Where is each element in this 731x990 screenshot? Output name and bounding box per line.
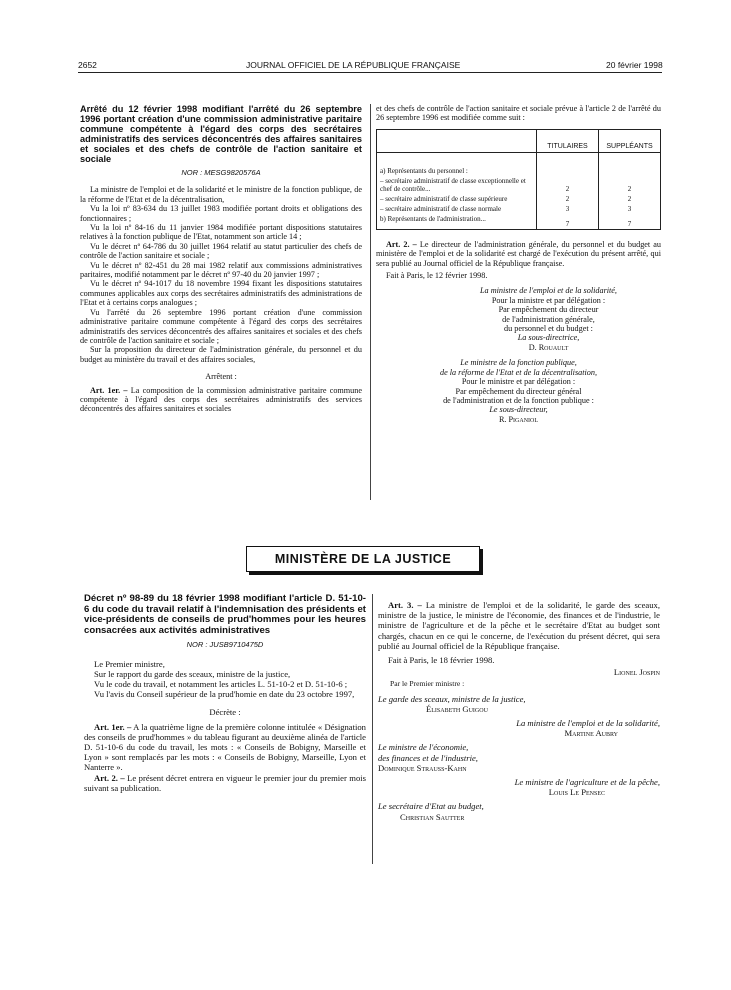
arretent: Arrêtent : [205,372,237,382]
page-number: 2652 [78,60,97,70]
arrete-para: Vu la loi nº 83-634 du 13 juillet 1983 modifiée portant droits et obligations des fonctionnaires ; [80,204,362,223]
table-cell [599,152,661,176]
signature-line: Le ministre de l'agriculture et de la pêche, [514,777,660,788]
decret-para: Vu le code du travail, et notamment les articles L. 51-10-2 et D. 51-10-6 ; [94,678,348,689]
signatory-name: Louis Le Pensec [548,787,605,798]
signature-line: Le ministre de la fonction publique, [460,358,577,368]
signature-line: Par empêchement du directeur général [455,386,582,396]
decret-nor: NOR : JUSB9710475D [186,640,264,650]
arrete-para: La ministre de l'emploi et de la solidarité et le ministre de la fonction publique, de la réforme de l'Etat et de la décentralisation, [80,185,362,204]
signatory-name: Élisabeth Guigou [426,703,488,714]
table-row [377,214,661,230]
signatory-name: Dominique Strauss-Kahn [378,762,467,773]
fait-a-paris: Fait à Paris, le 12 février 1998. [386,271,488,281]
decret-right-column [378,600,660,822]
article-label: Art. 2. – [94,772,125,783]
table-row [377,176,661,194]
arrete-left-column [80,104,362,414]
table-cell: 3 [599,204,661,214]
signature-line: Le ministre de l'économie, [378,742,469,753]
header-date: 20 février 1998 [606,60,663,70]
signature-line: Le garde des sceaux, ministre de la justice, [378,693,526,704]
decret-para: Sur le rapport du garde des sceaux, ministre de la justice, [94,668,291,679]
signature-line: Par le Premier ministre : [390,679,465,689]
article-label: Art. 3. – [388,600,422,610]
signature-line: Par empêchement du directeur [498,305,599,315]
arrete-para: Vu le décret nº 94-1017 du 18 novembre 1994 fixant les dispositions statutaires communes applicables aux corps des secrétaires administratifs des administrations de l'Etat et à certains corps analogues ; [80,279,362,308]
table-cell: – secrétaire administratif de classe exceptionnelle et chef de contrôle... [377,176,537,194]
arrete-right-column [376,104,661,424]
article-text: Le présent décret entrera en vigueur le premier jour du premier mois suivant sa publication. [84,772,366,793]
table-row [377,152,661,176]
signature-line: La ministre de l'emploi et de la solidarité, [480,286,617,296]
article-text: Le directeur de l'administration générale, du personnel et du budget au ministère de l'emploi et de la solidarité est chargé de l'exécution du présent arrêté, qui sera publié au Journal officiel de la République française. [376,239,662,268]
article-label: Art. 1er. – [94,721,132,732]
article-text: La ministre de l'emploi et de la solidarité, le garde des sceaux, ministre de la justice, le ministre de l'économie, des finances et de l'industrie, le ministre de l'agriculture et de la pêche et le secrétaire d'Etat au budget sont chargés, chacun en ce qui le concerne, de l'exécution du présent décret, qui sera publié au Journal officiel de la République française. [378,600,660,651]
table-header-row [377,129,661,152]
table-cell: 3 [537,204,599,214]
signature-line: du personnel et du budget : [504,324,593,334]
article-continuation: et des chefs de contrôle de l'action sanitaire et sociale prévue à l'article 2 de l'arrêté du 26 septembre 1996 est modifiée comme suit : [376,104,661,123]
arrete-title: Arrêté du 12 février 1998 modifiant l'arrêté du 26 septembre 1996 portant création d'une commission administrative paritaire commune compétente à l'égard des corps des secrétaires administratifs des services déconcentrés des affaires sanitaires et sociales et des chefs de contrôle de l'action sanitaire et sociale [80,104,362,164]
signature-line: Le secrétaire d'Etat au budget, [378,801,484,812]
signature-line: Le sous-directeur, [489,405,548,415]
table-cell [537,152,599,176]
table-cell: 7 [599,214,661,230]
signature-block [376,286,661,352]
signatory-name: Martine Aubry [564,728,618,739]
table-cell: – secrétaire administratif de classe normale [377,204,537,214]
signature-line: Pour le ministre et par délégation : [461,377,576,387]
signatory-name: R. Piganiol [498,414,539,424]
header-rule [78,72,662,73]
column-divider [370,104,371,500]
fait-a-paris: Fait à Paris, le 18 février 1998. [388,655,495,666]
article-label: Art. 1er. – [90,385,128,395]
signature-line: Pour la ministre et par délégation : [491,295,606,305]
journal-title: JOURNAL OFFICIEL DE LA RÉPUBLIQUE FRANÇAISE [246,60,461,70]
signature-block [376,358,661,424]
article-text: La composition de la commission administrative paritaire commune compétente à l'égard des corps des secrétaires administratifs des services déconcentrés des affaires sanitaires et sociales [80,385,362,414]
signature-line: de l'administration générale, [502,314,595,324]
decret-left-column [84,594,366,793]
table-row [377,204,661,214]
signature-line: de la réforme de l'Etat et de la décentralisation, [439,367,598,377]
column-divider [372,594,373,864]
arrete-para: Vu l'arrêté du 26 septembre 1996 portant création d'une commission administrative paritaire commune compétente à l'égard des corps des secrétaires administratifs des services déconcentrés des affaires sanitaires et sociales et des chefs de contrôle de l'action sanitaire et sociale ; [80,307,362,345]
table-cell: 2 [537,176,599,194]
table-cell: 2 [599,194,661,204]
arrete-nor: NOR : MESG9820576A [181,168,261,177]
arrete-para: Sur la proposition du directeur de l'administration générale, du personnel et du budget au ministère du travail et des affaires sociales, [80,345,362,364]
table-cell: – secrétaire administratif de classe supérieure [377,194,537,204]
table-cell: 2 [537,194,599,204]
arrete-para: Vu le décret nº 64-786 du 30 juillet 1964 relatif au statut particulier des chefs de contrôle de l'action sanitaire et sociale ; [80,241,362,261]
table-cell: a) Représentants du personnel : [377,152,537,176]
ministry-banner: MINISTÈRE DE LA JUSTICE [246,546,480,572]
signatory-name: Lionel Jospin [613,667,660,678]
decret-para: Le Premier ministre, [94,658,165,669]
table-cell: 7 [537,214,599,230]
article-label: Art. 2. – [386,239,417,249]
decret-title: Décret nº 98-89 du 18 février 1998 modifiant l'article D. 51-10-6 du code du travail relatif à l'indemnisation des présidents et vice-présidents de conseils de prud'hommes pour les heures consacrées aux activités administratives [84,593,366,636]
signatory-name: Christian Sautter [400,811,465,822]
table-cell: b) Représentants de l'administration... [377,214,537,230]
signature-line: La ministre de l'emploi et de la solidarité, [516,718,660,729]
signature-line: de l'administration et de la fonction publique : [443,395,594,405]
signature-line: des finances et de l'industrie, [378,752,478,763]
signature-line: La sous-directrice, [517,333,580,343]
table-row [377,194,661,204]
table-header: SUPPLÉANTS [599,129,661,152]
arrete-para: Vu le décret nº 82-451 du 28 mai 1982 relatif aux commissions administratives paritaires, modifié notamment par le décret nº 97-40 du 20 janvier 1997 ; [80,260,362,280]
composition-table [376,129,661,230]
signatory-name: D. Rouault [528,342,569,352]
arrete-para: Vu la loi nº 84-16 du 11 janvier 1984 modifiée portant dispositions statutaires relatives à la fonction publique de l'Etat, notamment son article 14 ; [80,223,362,242]
decret-para: Vu l'avis du Conseil supérieur de la prud'homie en date du 23 octobre 1997, [94,689,355,700]
decrete: Décrète : [209,707,241,718]
table-cell: 2 [599,176,661,194]
table-header: TITULAIRES [537,129,599,152]
article-text: A la quatrième ligne de la première colonne intitulée « Désignation des conseils de prud'hommes » du tableau figurant au deuxième alinéa de l'article D. 51-10-6 du code du travail, les mots : « Conseils de Bobigny, Marseille et Lyon » sont remplacés par les mots : « Conseils de Bobigny, Marseille, Lyon et Nanterre ». [84,721,366,773]
table-header [377,129,537,152]
